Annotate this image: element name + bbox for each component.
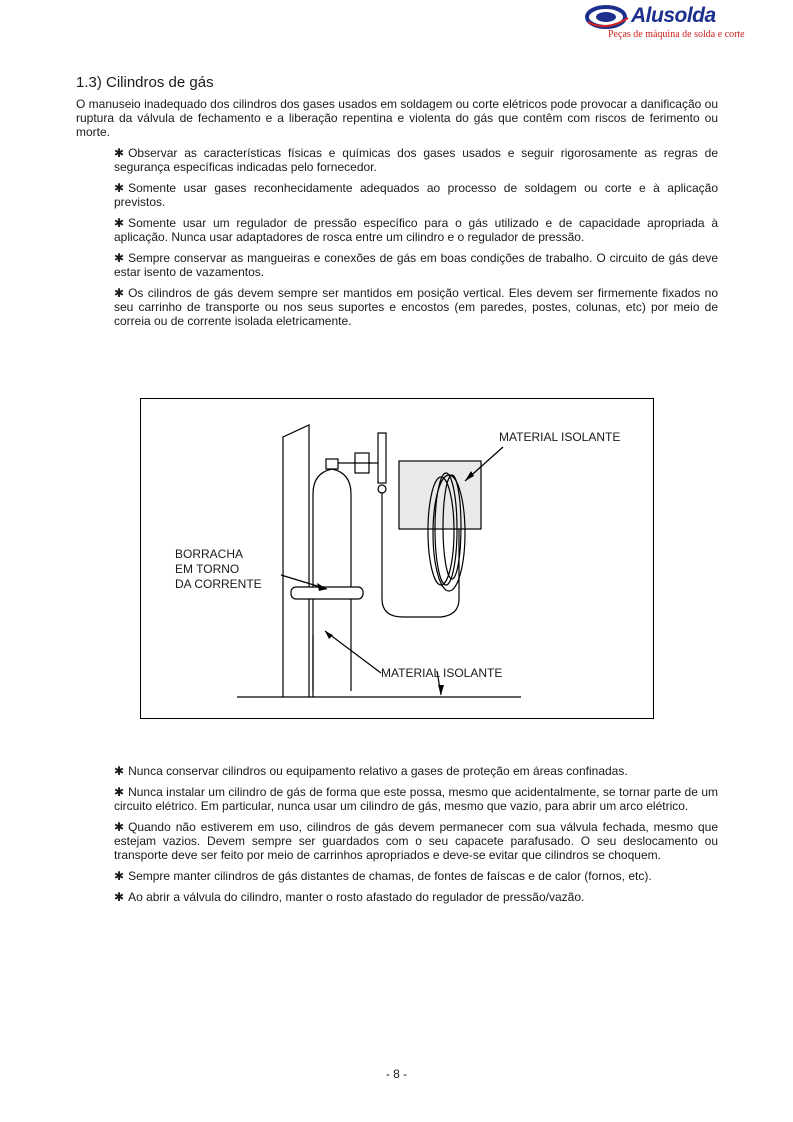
bullet-item: ✱ Somente usar um regulador de pressão específico para o gás utilizado e de capacidade apropriada à aplicação. Nunca usar adaptadores de rosca entre um cilindro e o regulador de pressão. <box>114 216 718 244</box>
asterisk-icon: ✱ <box>114 890 125 904</box>
section-content-lower <box>76 764 718 911</box>
label-insulating-material-top: MATERIAL ISOLANTE <box>499 430 621 444</box>
asterisk-icon: ✱ <box>114 785 125 799</box>
section-intro: O manuseio inadequado dos cilindros dos gases usados em soldagem ou corte elétricos pode provocar a danificação ou ruptura da válvula de fechamento e a liberação repentina e violenta do gás que contêm com riscos de ferimento ou morte. <box>76 97 718 139</box>
asterisk-icon: ✱ <box>114 146 125 160</box>
asterisk-icon: ✱ <box>114 216 125 230</box>
gas-cylinder-illustration <box>140 398 654 719</box>
section-content <box>76 74 718 335</box>
brand-tagline: Peças de máquina de solda e corte <box>608 29 745 40</box>
section-title: 1.3) Cilindros de gás <box>76 74 214 91</box>
bullet-item: ✱ Somente usar gases reconhecidamente adequados ao processo de soldagem ou corte e à aplicação previstos. <box>114 181 718 209</box>
asterisk-icon: ✱ <box>114 764 125 778</box>
page-number: - 8 - <box>385 1067 408 1081</box>
bullet-item: ✱ Sempre manter cilindros de gás distantes de chamas, de fontes de faíscas e de calor (fornos, etc). <box>114 869 652 883</box>
asterisk-icon: ✱ <box>114 286 125 300</box>
bullet-item: ✱ Nunca conservar cilindros ou equipamento relativo a gases de proteção em áreas confinadas. <box>114 764 628 778</box>
brand-name: Alusolda <box>631 4 716 27</box>
brand-logo <box>584 2 745 42</box>
asterisk-icon: ✱ <box>114 251 125 265</box>
bullet-item: ✱ Observar as características físicas e químicas dos gases usados e seguir rigorosamente as regras de segurança específicas indicadas pelo fornecedor. <box>114 146 718 174</box>
bullet-item: ✱ Quando não estiverem em uso, cilindros de gás devem permanecer com sua válvula fechada, mesmo que estejam vazios. Devem sempre ser guardados com o seu capacete parafusado. O seu deslocamento ou transporte deve ser feito por meio de carrinhos apropriados e deve-se evitar que cilindros se choquem. <box>114 820 718 862</box>
bullet-item: ✱ Nunca instalar um cilindro de gás de forma que este possa, mesmo que acidentalmente, se tornar parte de um circuito elétrico. Em particular, nunca usar um cilindro de gás, mesmo que vazio, para abrir um arco elétrico. <box>114 785 718 813</box>
asterisk-icon: ✱ <box>114 820 125 834</box>
label-insulating-material-bottom: MATERIAL ISOLANTE <box>381 666 503 680</box>
label-rubber-chain: BORRACHA EM TORNO DA CORRENTE <box>175 547 262 591</box>
logo-swoosh-icon <box>584 4 632 30</box>
asterisk-icon: ✱ <box>114 181 125 195</box>
bullet-item: ✱ Os cilindros de gás devem sempre ser mantidos em posição vertical. Eles devem ser firmemente fixados no seu carrinho de transporte ou nos seus suportes e encostos (em paredes, postes, colunas, etc) por meio de correia ou de corrente isolada eletricamente. <box>114 286 718 328</box>
asterisk-icon: ✱ <box>114 869 125 883</box>
bullet-item: ✱ Sempre conservar as mangueiras e conexões de gás em boas condições de trabalho. O circuito de gás deve estar isento de vazamentos. <box>114 251 718 279</box>
bullet-item: ✱ Ao abrir a válvula do cilindro, manter o rosto afastado do regulador de pressão/vazão. <box>114 890 585 904</box>
